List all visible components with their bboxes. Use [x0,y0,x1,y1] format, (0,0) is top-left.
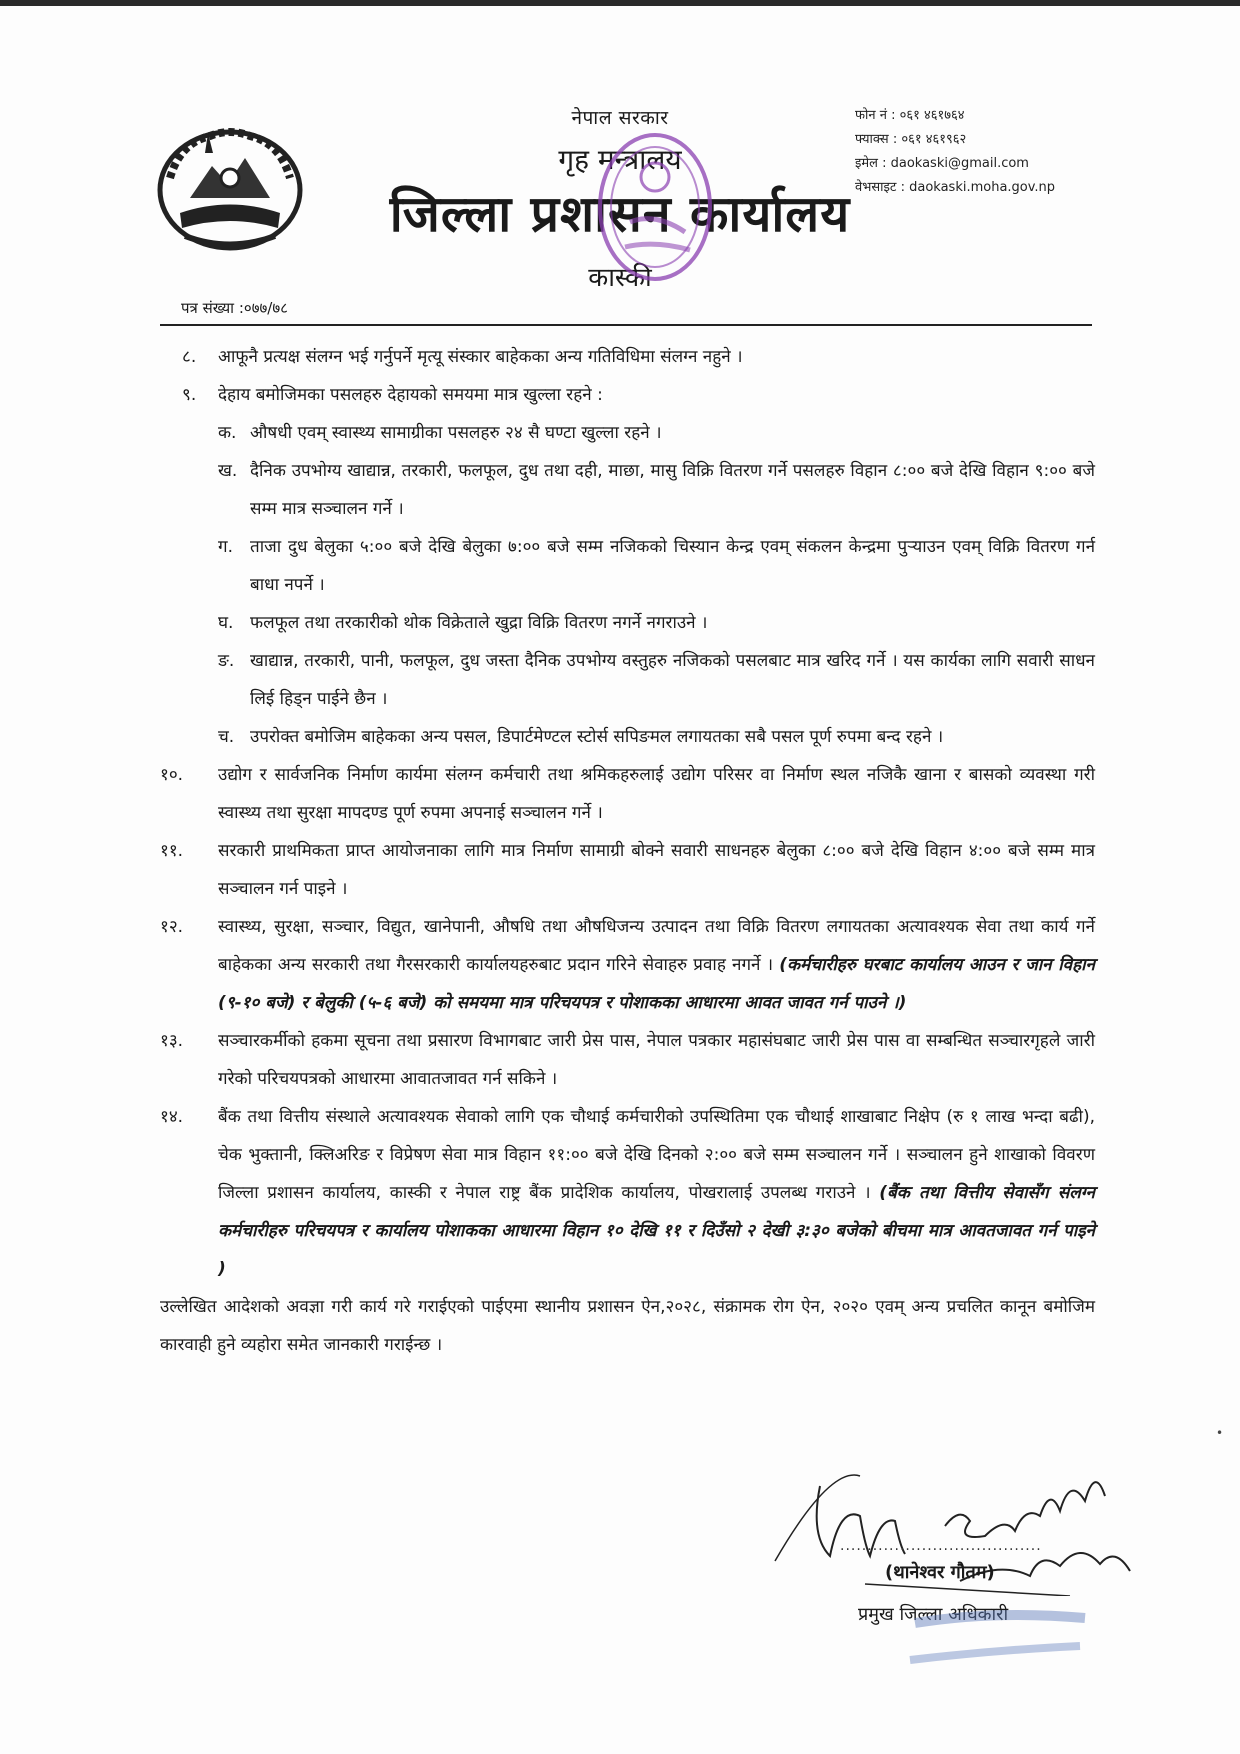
office-name: जिल्ला प्रशासन कार्यालय [389,185,851,243]
sub-item [160,528,1095,604]
scan-edge [0,0,1240,6]
sub-item [160,718,1095,756]
sub-item-text: औषधी एवम् स्वास्थ्य सामाग्रीका पसलहरु २४ सै घण्टा खुल्ला रहने । [250,423,662,443]
sub-item-text: ताजा दुध बेलुका ५:०० बजे देखि बेलुका ७:०० बजे सम्म नजिकको चिस्यान केन्द्र एवम् संकलन केन्द्रमा पुर्‍याउन एवम् विक्रि वितरण गर्न बाधा नपर्ने । [250,537,1095,595]
item-number: ११. [160,841,184,861]
email-address: इमेल : daokaski@gmail.com [855,156,1029,171]
list-item [160,756,1095,832]
sub-item-letter: घ. [218,613,234,633]
fax-number: फ्याक्स : ०६१ ४६१९६२ [855,132,967,147]
scan-speck: • [1216,1426,1224,1440]
sub-item [160,452,1095,528]
item-note: (बैंक तथा वित्तीय सेवासँग संलग्न कर्मचारीहरु परिचयपत्र र कार्यालय पोशाकका आधारमा विहान १० देखि ११ र दिउँसो २ देखी ३:३० बजेको बीचमा मात्र आवतजावत गर्न पाइने ) [218,1183,1095,1279]
item-text: सञ्चारकर्मीको हकमा सूचना तथा प्रसारण विभागबाट जारी प्रेस पास, नेपाल पत्रकार महासंघबाट जारी प्रेस पास वा सम्बन्धित सञ्चारगृहले जारी गरेको परिचयपत्रको आधारमा आवातजावत गर्न सकिने । [218,1031,1095,1089]
item-number: १०. [160,765,184,785]
signatory-name: (थानेश्वर गौतम) [885,1562,995,1583]
ministry-name: गृह मन्त्रालय [558,143,682,176]
item-number: ८. [182,347,197,367]
signatory-title: प्रमुख जिल्ला अधिकारी [858,1604,1009,1625]
item-number: ९. [182,385,197,405]
sub-item-text: दैनिक उपभोग्य खाद्यान्न, तरकारी, फलफूल, दुध तथा दही, माछा, मासु विक्रि वितरण गर्ने पसलहरु विहान ८:०० बजे देखि विहान ९:०० बजे सम्म मात्र सञ्चालन गर्ने । [250,461,1095,519]
item-text: आफूनै प्रत्यक्ष संलग्न भई गर्नुपर्ने मृत्यू संस्कार बाहेकका अन्य गतिविधिमा संलग्न नहुने । [218,347,743,367]
list-item [160,338,1095,376]
sub-item-letter: क. [218,423,237,443]
sub-item-letter: ग. [218,537,233,557]
reference-number: पत्र संख्या :०७७/७८ [181,299,288,317]
phone-number: फोन नं : ०६१ ४६१७६४ [855,108,965,123]
item-text: उद्योग र सार्वजनिक निर्माण कार्यमा संलग्न कर्मचारी तथा श्रमिकहरुलाई उद्योग परिसर वा निर्माण स्थल नजिकै खाना र बासको व्यवस्था गरी स्वास्थ्य तथा सुरक्षा मापदण्ड पूर्ण रुपमा अपनाई सञ्चालन गर्ने । [218,765,1095,823]
sub-item-text: उपरोक्त बमोजिम बाहेकका अन्य पसल, डिपार्टमेण्टल स्टोर्स सपिङमल लगायतका सबै पसल पूर्ण रुपमा बन्द रहने । [250,727,944,747]
name-stamp-icon [885,1588,1105,1678]
list-item [160,1022,1095,1098]
header-divider [160,324,1092,326]
list-item [160,908,1095,1022]
item-text: देहाय बमोजिमका पसलहरु देहायको समयमा मात्र खुल्ला रहने : [218,385,603,405]
item-number: १२. [160,917,184,937]
item-text: स्वास्थ्य, सुरक्षा, सञ्चार, विद्युत, खानेपानी, औषधि तथा औषधिजन्य उत्पादन तथा विक्रि वितरण लगायतका अत्यावश्यक सेवा तथा कार्य गर्ने बाहेकका अन्य सरकारी तथा गैरसरकारी कार्यालयहरुबाट प्रदान गरिने सेवाहरु प्रवाह नगर्ने । [218,917,1095,975]
closing-paragraph: उल्लेखित आदेशको अवज्ञा गरी कार्य गरे गराईएको पाईएमा स्थानीय प्रशासन ऐन,२०२८, संक्रामक रोग ऐन, २०२० एवम् अन्य प्रचलित कानून बमोजिम कारवाही हुने व्यहोरा समेत जानकारी गराईन्छ । [160,1297,1095,1355]
sub-item [160,414,1095,452]
sub-item-letter: ख. [218,461,238,481]
sub-item-letter: च. [218,727,235,747]
item-text: सरकारी प्राथमिकता प्राप्त आयोजनाका लागि मात्र निर्माण सामाग्री बोक्ने सवारी साधनहरु बेलुका ८:०० बजे देखि विहान ४:०० बजे सम्म मात्र सञ्चालन गर्न पाइने । [218,841,1095,899]
letter-body [160,338,1095,1364]
district-name: कास्की [588,263,652,293]
sub-item [160,642,1095,718]
sub-item-text: फलफूल तथा तरकारीको थोक विक्रेताले खुद्रा विक्रि वितरण नगर्ने नगराउने । [250,613,708,633]
item-number: १४. [160,1107,184,1127]
list-item [160,832,1095,908]
sub-item-text: खाद्यान्न, तरकारी, पानी, फलफूल, दुध जस्ता दैनिक उपभोग्य वस्तुहरु नजिकको पसलबाट मात्र खरिद गर्ने । यस कार्यका लागि सवारी साधन लिई हिड्न पाईने छैन । [250,651,1095,709]
contact-block [855,104,1055,200]
item-number: १३. [160,1031,184,1051]
government-name: नेपाल सरकार [571,107,669,129]
list-item [160,376,1095,414]
sub-item-letter: ङ. [218,651,235,671]
website-address: वेभसाइट : daokaski.moha.gov.np [855,180,1056,195]
item-text: बैंक तथा वित्तीय संस्थाले अत्यावश्यक सेवाको लागि एक चौथाई कर्मचारीको उपस्थितिमा एक चौथाई शाखाबाट निक्षेप (रु १ लाख भन्दा बढी), चेक भुक्तानी, क्लिअरिङ र विप्रेषण सेवा मात्र विहान ११:०० बजे देखि दिनको २:०० बजे सम्म सञ्चालन गर्ने । सञ्चालन हुने शाखाको विवरण जिल्ला प्रशासन कार्यालय, कास्की र नेपाल राष्ट्र बैंक प्रादेशिक कार्यालय, पोखरालाई उपलब्ध गराउने । [218,1107,1095,1203]
sub-item [160,604,1095,642]
signature-line: ..................................... [840,1538,1042,1554]
office-stamp-icon [590,122,720,292]
list-item [160,1098,1095,1288]
item-note: (कर्मचारीहरु घरबाट कार्यालय आउन र जान विहान (९-१० बजे) र बेलुकी (५-६ बजे) को समयमा मात्र परिचयपत्र र पोशाकका आधारमा आवत जावत गर्न पाउने ।) [218,955,1095,1013]
